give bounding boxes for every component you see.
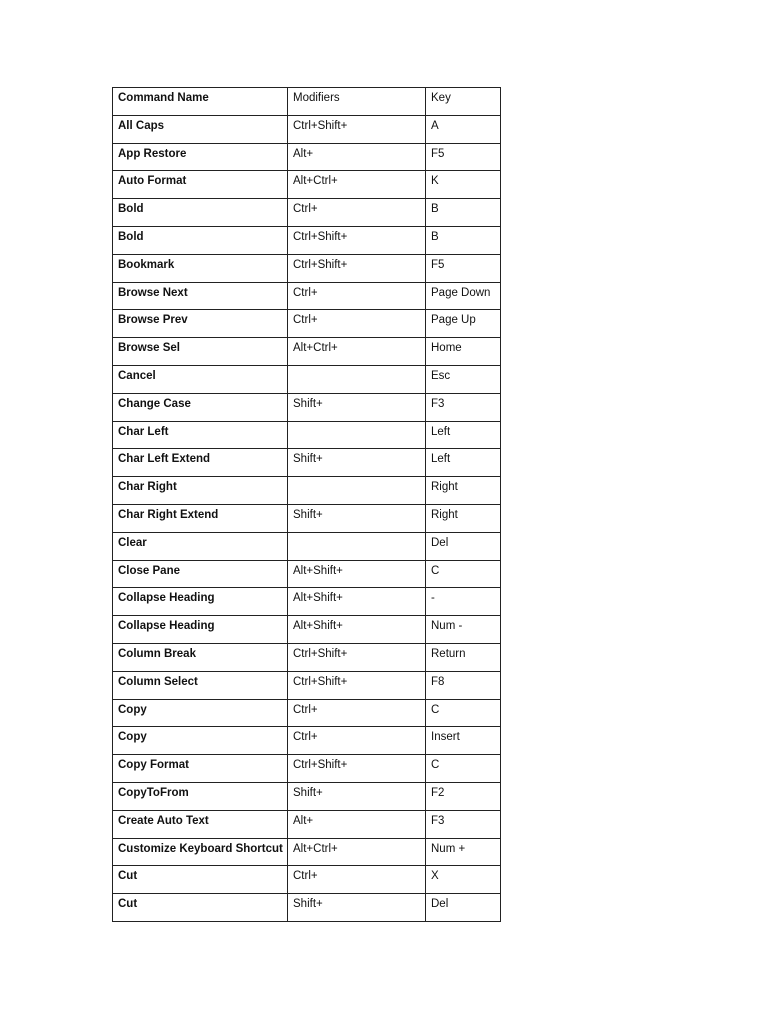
cell-modifiers: Ctrl+Shift+	[288, 755, 426, 783]
cell-key: Del	[426, 894, 501, 922]
cell-command-name: Collapse Heading	[113, 616, 288, 644]
table-row	[113, 282, 501, 310]
table-row	[113, 199, 501, 227]
cell-modifiers: Ctrl+Shift+	[288, 226, 426, 254]
cell-command-name: Bookmark	[113, 254, 288, 282]
cell-key: F5	[426, 143, 501, 171]
cell-key: C	[426, 560, 501, 588]
cell-command-name: Browse Sel	[113, 338, 288, 366]
cell-command-name: Browse Next	[113, 282, 288, 310]
table-row	[113, 616, 501, 644]
cell-modifiers: Ctrl+	[288, 310, 426, 338]
table-row	[113, 782, 501, 810]
cell-modifiers: Ctrl+Shift+	[288, 254, 426, 282]
table-row	[113, 393, 501, 421]
cell-key: K	[426, 171, 501, 199]
cell-modifiers	[288, 365, 426, 393]
table-row	[113, 115, 501, 143]
cell-key: F2	[426, 782, 501, 810]
cell-modifiers	[288, 532, 426, 560]
table-row	[113, 810, 501, 838]
cell-command-name: Char Left Extend	[113, 449, 288, 477]
cell-modifiers: Ctrl+	[288, 727, 426, 755]
cell-modifiers: Ctrl+	[288, 282, 426, 310]
table-row	[113, 727, 501, 755]
cell-command-name: All Caps	[113, 115, 288, 143]
cell-key: Num +	[426, 838, 501, 866]
cell-modifiers	[288, 477, 426, 505]
cell-key: Right	[426, 504, 501, 532]
cell-command-name: Copy Format	[113, 755, 288, 783]
cell-command-name: Auto Format	[113, 171, 288, 199]
cell-modifiers: Alt+Shift+	[288, 616, 426, 644]
cell-modifiers: Alt+Ctrl+	[288, 338, 426, 366]
cell-command-name: Customize Keyboard Shortcut	[113, 838, 288, 866]
cell-modifiers: Ctrl+	[288, 199, 426, 227]
cell-key: B	[426, 199, 501, 227]
cell-command-name: Create Auto Text	[113, 810, 288, 838]
cell-key: -	[426, 588, 501, 616]
table-row	[113, 894, 501, 922]
cell-key: Return	[426, 643, 501, 671]
cell-key: Left	[426, 421, 501, 449]
table-row	[113, 226, 501, 254]
table-row	[113, 171, 501, 199]
table-row	[113, 671, 501, 699]
cell-command-name: Change Case	[113, 393, 288, 421]
table-row	[113, 421, 501, 449]
cell-key: A	[426, 115, 501, 143]
cell-command-name: Char Right Extend	[113, 504, 288, 532]
cell-key: F5	[426, 254, 501, 282]
cell-command-name: Cancel	[113, 365, 288, 393]
cell-command-name: Char Left	[113, 421, 288, 449]
header-modifiers: Modifiers	[288, 88, 426, 116]
cell-command-name: Clear	[113, 532, 288, 560]
cell-key: Num -	[426, 616, 501, 644]
table-row	[113, 449, 501, 477]
cell-key: Right	[426, 477, 501, 505]
cell-key: F8	[426, 671, 501, 699]
table-row	[113, 365, 501, 393]
table-row	[113, 532, 501, 560]
cell-key: Del	[426, 532, 501, 560]
cell-modifiers: Alt+Ctrl+	[288, 171, 426, 199]
cell-command-name: Copy	[113, 727, 288, 755]
cell-command-name: Cut	[113, 894, 288, 922]
table-row	[113, 866, 501, 894]
cell-key: Left	[426, 449, 501, 477]
cell-command-name: Bold	[113, 199, 288, 227]
cell-modifiers: Shift+	[288, 504, 426, 532]
cell-command-name: CopyToFrom	[113, 782, 288, 810]
table-row	[113, 504, 501, 532]
cell-modifiers: Shift+	[288, 894, 426, 922]
cell-modifiers: Alt+Shift+	[288, 588, 426, 616]
table-row	[113, 699, 501, 727]
cell-command-name: Column Break	[113, 643, 288, 671]
table-row	[113, 477, 501, 505]
cell-modifiers: Alt+	[288, 810, 426, 838]
cell-modifiers: Ctrl+	[288, 866, 426, 894]
cell-key: C	[426, 755, 501, 783]
cell-modifiers	[288, 421, 426, 449]
cell-modifiers: Shift+	[288, 449, 426, 477]
cell-key: Esc	[426, 365, 501, 393]
cell-key: Home	[426, 338, 501, 366]
cell-command-name: Collapse Heading	[113, 588, 288, 616]
table-row	[113, 643, 501, 671]
cell-key: Insert	[426, 727, 501, 755]
cell-modifiers: Ctrl+Shift+	[288, 671, 426, 699]
cell-command-name: App Restore	[113, 143, 288, 171]
table-row	[113, 588, 501, 616]
cell-modifiers: Ctrl+Shift+	[288, 115, 426, 143]
header-key: Key	[426, 88, 501, 116]
table-body	[113, 88, 501, 922]
cell-modifiers: Ctrl+	[288, 699, 426, 727]
cell-modifiers: Alt+	[288, 143, 426, 171]
keyboard-shortcuts-table	[112, 87, 501, 922]
table-header-row	[113, 88, 501, 116]
cell-command-name: Char Right	[113, 477, 288, 505]
cell-command-name: Copy	[113, 699, 288, 727]
cell-modifiers: Alt+Shift+	[288, 560, 426, 588]
cell-command-name: Browse Prev	[113, 310, 288, 338]
cell-modifiers: Ctrl+Shift+	[288, 643, 426, 671]
table-row	[113, 338, 501, 366]
cell-key: B	[426, 226, 501, 254]
header-command-name: Command Name	[113, 88, 288, 116]
table-row	[113, 310, 501, 338]
cell-command-name: Column Select	[113, 671, 288, 699]
cell-key: F3	[426, 810, 501, 838]
cell-key: Page Up	[426, 310, 501, 338]
cell-key: X	[426, 866, 501, 894]
table-row	[113, 560, 501, 588]
cell-modifiers: Shift+	[288, 782, 426, 810]
cell-command-name: Cut	[113, 866, 288, 894]
table-row	[113, 143, 501, 171]
cell-key: Page Down	[426, 282, 501, 310]
cell-modifiers: Alt+Ctrl+	[288, 838, 426, 866]
cell-key: F3	[426, 393, 501, 421]
cell-key: C	[426, 699, 501, 727]
table-row	[113, 838, 501, 866]
cell-modifiers: Shift+	[288, 393, 426, 421]
cell-command-name: Bold	[113, 226, 288, 254]
cell-command-name: Close Pane	[113, 560, 288, 588]
table-row	[113, 755, 501, 783]
table-row	[113, 254, 501, 282]
